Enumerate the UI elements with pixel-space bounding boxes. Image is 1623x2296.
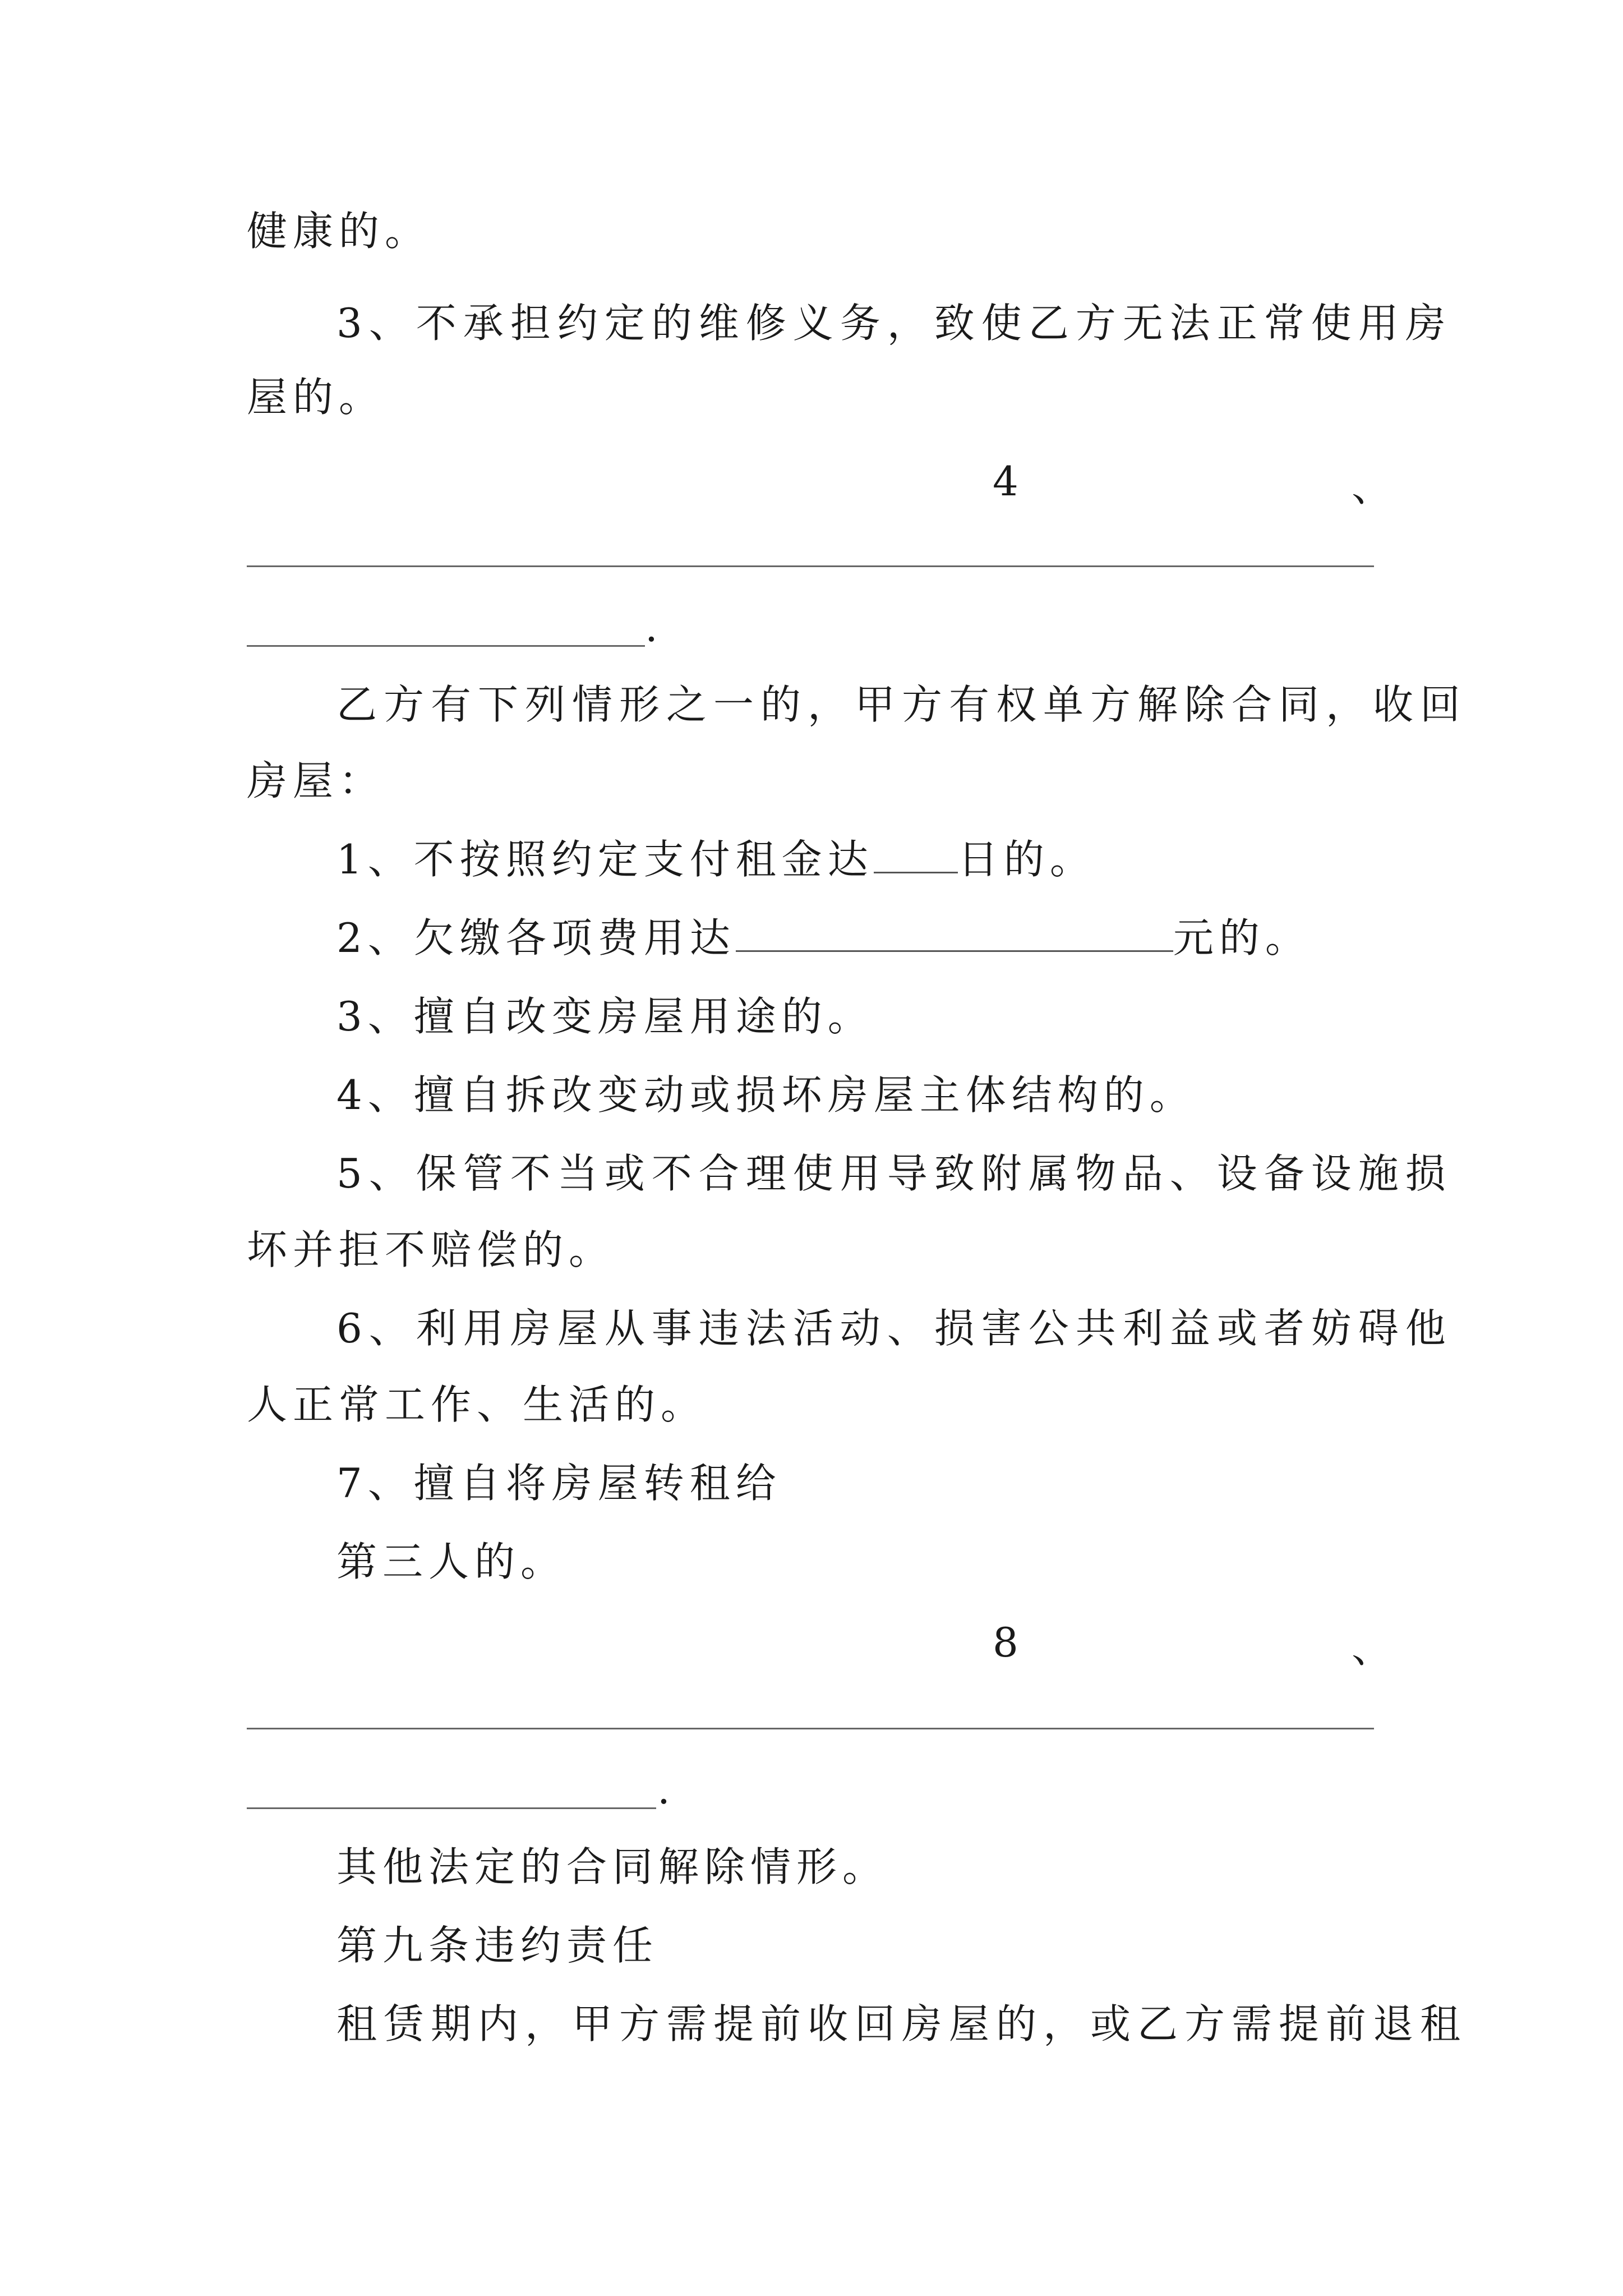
text-line [336, 911, 1311, 965]
item-mark: 、 [1352, 1625, 1393, 1672]
period-mark: . [657, 1766, 670, 1813]
blank-field [736, 915, 1173, 952]
text-line: 第三人的。 [336, 1538, 567, 1585]
text-line [336, 832, 1096, 886]
text-line: 3、擅自改变房屋用途的。 [336, 993, 874, 1040]
text-line: 租赁期内，甲方需提前收回房屋的，或乙方需提前退租 [336, 2000, 1468, 2047]
text-segment: 1、不按照约定支付租金达 [336, 836, 874, 883]
text-segment: 元的。 [1173, 914, 1311, 961]
item-number: 8 [993, 1619, 1018, 1666]
text-line: 其他法定的合同解除情形。 [336, 1843, 889, 1890]
text-line: 5、保管不当或不合理使用导致附属物品、设备设施损 [336, 1150, 1453, 1197]
text-segment: 日的。 [957, 836, 1096, 883]
blank-field [874, 837, 958, 873]
period-mark: . [645, 604, 658, 651]
text-segment: 2、欠缴各项费用达 [336, 914, 736, 961]
fill-in-line [247, 565, 1374, 567]
text-line: 6、利用房屋从事违法活动、损害公共利益或者妨碍他 [336, 1305, 1453, 1352]
text-line: 健康的。 [247, 208, 431, 255]
item-mark: 、 [1352, 463, 1393, 510]
fill-in-line [247, 1728, 1374, 1729]
text-line: 坏并拒不赔偿的。 [247, 1226, 615, 1273]
text-line: 屋的。 [247, 374, 385, 421]
text-line: 人正常工作、生活的。 [247, 1381, 707, 1428]
item-number: 4 [993, 458, 1018, 505]
text-line: 4、擅自拆改变动或损坏房屋主体结构的。 [336, 1071, 1196, 1119]
fill-in-line [247, 645, 645, 647]
text-line: 房屋： [247, 757, 385, 804]
text-line: 7、擅自将房屋转租给 [336, 1460, 782, 1507]
section-heading: 第九条违约责任 [336, 1922, 659, 1969]
text-line: 3、不承担约定的维修义务，致使乙方无法正常使用房 [336, 300, 1453, 347]
text-line: 乙方有下列情形之一的，甲方有权单方解除合同，收回 [336, 681, 1468, 728]
fill-in-line [247, 1807, 656, 1809]
